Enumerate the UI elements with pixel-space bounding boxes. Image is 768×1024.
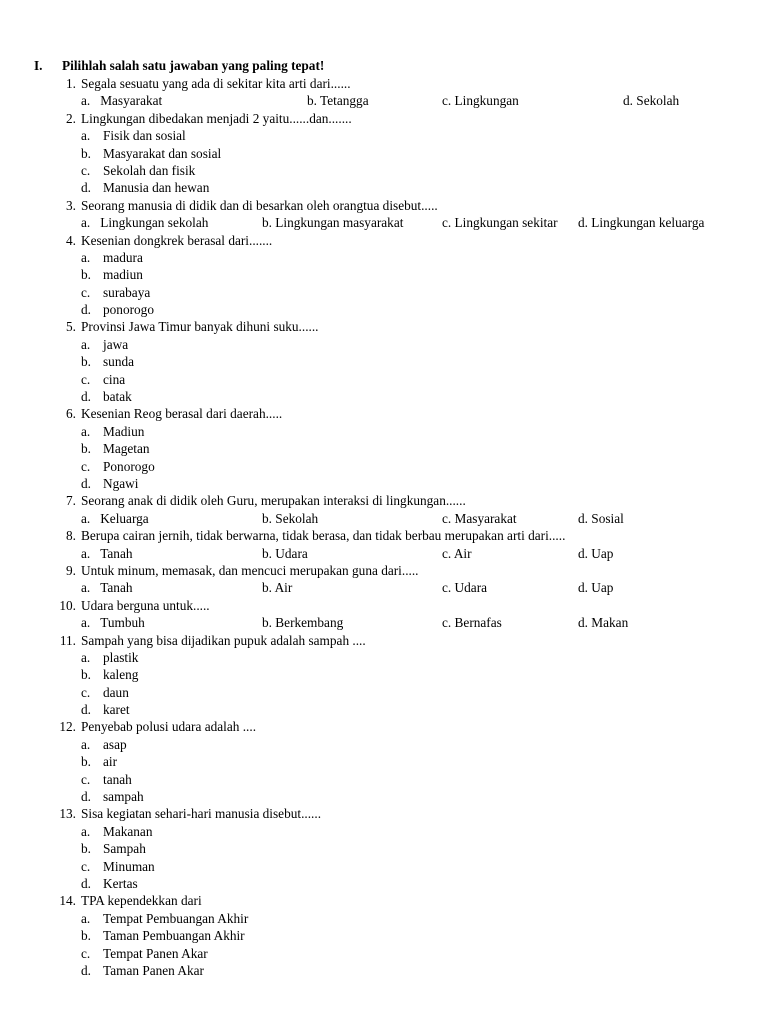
option-text: Tempat Panen Akar — [103, 945, 208, 961]
answer-option — [0, 858, 768, 875]
answer-option: c. Masyarakat — [442, 510, 517, 526]
answer-option — [0, 823, 768, 840]
question-number: 1. — [66, 76, 76, 91]
answer-option: c. Bernafas — [442, 615, 502, 631]
answer-option — [0, 666, 768, 683]
answer-option: a. Keluarga — [81, 510, 149, 526]
answer-option: d. Sosial — [578, 510, 624, 526]
question-number: 8. — [66, 528, 76, 544]
option-text: air — [103, 754, 118, 770]
option-text: sunda — [103, 354, 135, 370]
answer-option — [0, 162, 768, 179]
answer-option — [0, 127, 768, 144]
options-row — [0, 92, 768, 109]
option-letter: c. — [81, 371, 91, 387]
option-text: Madiun — [103, 423, 145, 439]
option-text: karet — [103, 702, 130, 718]
option-text: Manusia dan hewan — [103, 180, 210, 196]
option-letter: b. — [81, 267, 91, 283]
question-number: 4. — [66, 232, 76, 248]
question-text: Seorang manusia di didik dan di besarkan oleh orangtua disebut..... — [81, 197, 438, 213]
option-letter: a. — [81, 649, 91, 665]
option-text: asap — [103, 736, 127, 752]
option-text: kaleng — [103, 667, 139, 683]
option-letter: a. — [81, 249, 91, 265]
answer-option: a. Lingkungan sekolah — [81, 215, 209, 231]
answer-option — [0, 684, 768, 701]
answer-option — [0, 284, 768, 301]
question-row — [0, 75, 768, 92]
options-row — [0, 510, 768, 527]
option-text: surabaya — [103, 284, 151, 300]
question-number: 10. — [59, 597, 76, 613]
answer-option — [0, 423, 768, 440]
option-text: Fisik dan sosial — [103, 128, 186, 144]
answer-option — [0, 771, 768, 788]
option-letter: b. — [81, 145, 91, 161]
answer-option: a. Tanah — [81, 580, 133, 596]
answer-option: d. Makan — [578, 615, 629, 631]
option-letter: c. — [81, 458, 91, 474]
question-number: 14. — [59, 893, 76, 909]
section-title: Pilihlah salah satu jawaban yang paling tepat! — [62, 58, 325, 73]
question-row — [0, 597, 768, 614]
answer-option — [0, 179, 768, 196]
option-letter: b. — [81, 754, 91, 770]
answer-option: b. Berkembang — [262, 615, 344, 631]
question-row — [0, 405, 768, 422]
question-text: Sisa kegiatan sehari-hari manusia disebut...... — [81, 806, 322, 822]
question-number: 7. — [66, 493, 76, 509]
answer-option — [0, 736, 768, 753]
answer-option: c. Lingkungan — [442, 93, 519, 109]
question-text: Provinsi Jawa Timur banyak dihuni suku...... — [81, 319, 319, 335]
answer-option — [0, 788, 768, 805]
answer-option — [0, 249, 768, 266]
option-text: Sampah — [103, 841, 146, 857]
answer-option — [0, 875, 768, 892]
answer-option: c. Lingkungan sekitar — [442, 215, 558, 231]
options-row — [0, 214, 768, 231]
answer-option — [0, 145, 768, 162]
answer-option — [0, 927, 768, 944]
option-text: tanah — [103, 771, 132, 787]
answer-option — [0, 388, 768, 405]
option-letter: a. — [81, 910, 91, 926]
question-row — [0, 197, 768, 214]
option-text: Tempat Pembuangan Akhir — [103, 910, 249, 926]
question-row — [0, 492, 768, 509]
option-letter: a. — [81, 128, 91, 144]
option-text: Magetan — [103, 441, 150, 457]
option-letter: d. — [81, 962, 91, 978]
answer-option: a. Masyarakat — [81, 93, 163, 109]
answer-option — [0, 840, 768, 857]
question-number: 11. — [59, 632, 76, 648]
question-list — [0, 75, 768, 979]
question-row — [0, 232, 768, 249]
option-letter: d. — [81, 302, 91, 318]
answer-option: d. Uap — [578, 580, 614, 596]
answer-option: b. Sekolah — [262, 510, 319, 526]
answer-option — [0, 458, 768, 475]
option-text: Taman Pembuangan Akhir — [103, 928, 245, 944]
option-letter: d. — [81, 875, 91, 891]
option-letter: b. — [81, 441, 91, 457]
option-letter: a. — [81, 823, 91, 839]
options-row — [0, 614, 768, 631]
answer-option: b. Air — [262, 580, 293, 596]
option-letter: c. — [81, 945, 91, 961]
answer-option — [0, 701, 768, 718]
answer-option — [0, 301, 768, 318]
option-text: Kertas — [103, 875, 138, 891]
option-letter: d. — [81, 789, 91, 805]
answer-option: d. Lingkungan keluarga — [578, 215, 705, 231]
options-row — [0, 545, 768, 562]
option-letter: d. — [81, 389, 91, 405]
answer-option: b. Lingkungan masyarakat — [262, 215, 404, 231]
answer-option: a. Tanah — [81, 545, 133, 561]
option-letter: c. — [81, 162, 91, 178]
question-number: 5. — [66, 319, 76, 335]
question-text: Udara berguna untuk..... — [81, 597, 210, 613]
options-row — [0, 579, 768, 596]
answer-option — [0, 266, 768, 283]
option-letter: b. — [81, 841, 91, 857]
answer-option: b. Tetangga — [307, 93, 369, 109]
option-text: madiun — [103, 267, 143, 283]
option-text: batak — [103, 389, 132, 405]
option-text: Minuman — [103, 858, 155, 874]
option-text: cina — [103, 371, 126, 387]
option-letter: b. — [81, 667, 91, 683]
question-row — [0, 892, 768, 909]
question-number: 12. — [59, 719, 76, 735]
question-row — [0, 110, 768, 127]
question-row — [0, 718, 768, 735]
section-number: I. — [34, 58, 43, 73]
answer-option: d. Uap — [578, 545, 614, 561]
option-letter: a. — [81, 736, 91, 752]
question-text: TPA kependekkan dari — [81, 893, 202, 909]
answer-option — [0, 649, 768, 666]
question-number: 6. — [66, 406, 76, 422]
answer-option — [0, 753, 768, 770]
answer-option: a. Tumbuh — [81, 615, 145, 631]
answer-option — [0, 336, 768, 353]
question-text: Kesenian Reog berasal dari daerah..... — [81, 406, 283, 422]
option-letter: c. — [81, 284, 91, 300]
option-text: Ponorogo — [103, 458, 155, 474]
option-text: jawa — [103, 336, 129, 352]
option-letter: a. — [81, 423, 91, 439]
question-number: 9. — [66, 562, 76, 578]
question-text: Penyebab polusi udara adalah .... — [81, 719, 257, 735]
question-number: 13. — [59, 806, 76, 822]
question-row — [0, 562, 768, 579]
answer-option: c. Udara — [442, 580, 488, 596]
option-text: Masyarakat dan sosial — [103, 145, 222, 161]
answer-option — [0, 910, 768, 927]
answer-option — [0, 353, 768, 370]
option-text: Ngawi — [103, 475, 139, 491]
question-text: Sampah yang bisa dijadikan pupuk adalah sampah .... — [81, 632, 366, 648]
question-text: Seorang anak di didik oleh Guru, merupakan interaksi di lingkungan...... — [81, 493, 466, 509]
answer-option — [0, 962, 768, 979]
answer-option — [0, 945, 768, 962]
option-text: Taman Panen Akar — [103, 962, 204, 978]
option-text: Makanan — [103, 823, 153, 839]
option-letter: d. — [81, 702, 91, 718]
question-text: Kesenian dongkrek berasal dari....... — [81, 232, 273, 248]
question-number: 3. — [66, 197, 76, 213]
question-row — [0, 318, 768, 335]
answer-option: b. Udara — [262, 545, 308, 561]
answer-option — [0, 371, 768, 388]
option-text: daun — [103, 684, 129, 700]
answer-option: d. Sekolah — [623, 93, 680, 109]
answer-option — [0, 440, 768, 457]
section-heading — [34, 57, 324, 75]
option-text: Sekolah dan fisik — [103, 162, 196, 178]
question-text: Lingkungan dibedakan menjadi 2 yaitu......dan....... — [81, 110, 352, 126]
option-text: sampah — [103, 789, 144, 805]
option-letter: b. — [81, 928, 91, 944]
option-letter: c. — [81, 684, 91, 700]
question-number: 2. — [66, 110, 76, 126]
option-letter: d. — [81, 475, 91, 491]
option-text: ponorogo — [103, 302, 154, 318]
option-letter: c. — [81, 858, 91, 874]
option-letter: c. — [81, 771, 91, 787]
option-text: plastik — [103, 649, 139, 665]
question-text: Segala sesuatu yang ada di sekitar kita arti dari...... — [81, 76, 351, 91]
answer-option — [0, 475, 768, 492]
question-row — [0, 527, 768, 544]
question-row — [0, 632, 768, 649]
question-row — [0, 805, 768, 822]
question-text: Untuk minum, memasak, dan mencuci merupakan guna dari..... — [81, 562, 419, 578]
answer-option: c. Air — [442, 545, 472, 561]
option-letter: a. — [81, 336, 91, 352]
option-letter: b. — [81, 354, 91, 370]
question-text: Berupa cairan jernih, tidak berwarna, tidak berasa, dan tidak berbau merupakan arti dari..... — [81, 528, 566, 544]
option-text: madura — [103, 249, 143, 265]
option-letter: d. — [81, 180, 91, 196]
